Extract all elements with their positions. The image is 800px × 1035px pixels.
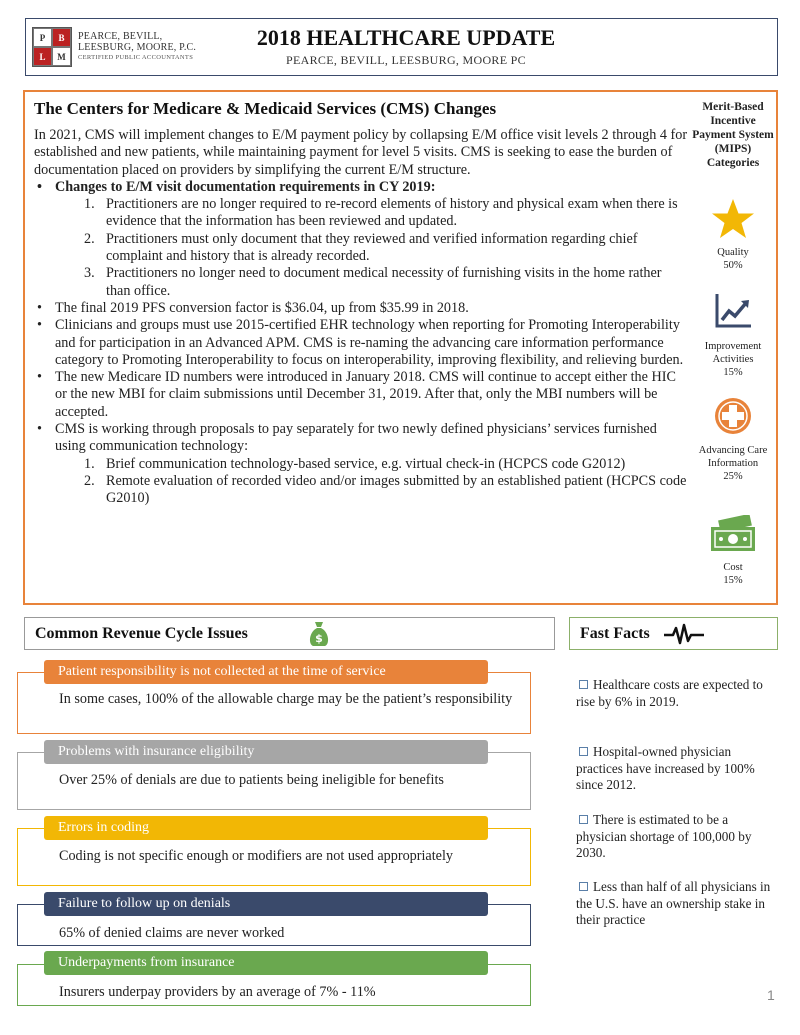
- fast-fact-text: Less than half of all physicians in the U.S. have an ownership stake in their practice: [576, 879, 771, 927]
- header-banner: [25, 18, 778, 76]
- issue-heading: Failure to follow up on denials: [44, 892, 488, 916]
- cms-body: [34, 127, 689, 508]
- issue-heading: Patient responsibility is not collected at the time of service: [44, 660, 488, 684]
- numbered-item-text: Brief communication technology-based service, e.g. virtual check-in (HCPCS code G2012): [106, 455, 626, 472]
- numbered-item-text: Remote evaluation of recorded video and/or images submitted by an established patient (HCPCS code G2010): [106, 472, 687, 507]
- bullet-item: • Clinicians and groups must use 2015-certified EHR technology when reporting for Promoting Interoperability and for participation in an Advanced APM. CMS is re-naming the advancing care information performance category to Promoting Interoperability to focus on interoperability, improving flexibility, and relieving burden.: [34, 317, 689, 369]
- logo-letter: B: [52, 28, 71, 47]
- mips-label: Cost: [723, 562, 743, 573]
- numbered-item: 1. Practitioners are no longer required to re-record elements of history and physical exam when there is evidence that the information has been reviewed and updated.: [84, 196, 678, 230]
- fast-fact-item: [576, 677, 772, 710]
- mips-category-quality: [689, 198, 777, 272]
- page-number: 1: [767, 987, 775, 1003]
- firm-logo: [32, 27, 196, 67]
- page-title: 2018 HEALTHCARE UPDATE: [256, 25, 556, 50]
- money-bag-icon: [307, 620, 331, 648]
- mips-sidebar: [689, 100, 777, 586]
- fast-fact-item: [576, 879, 772, 929]
- medical-cross-icon: [713, 396, 753, 436]
- logo-text: [78, 32, 196, 62]
- logo-mark: [32, 27, 72, 67]
- issue-heading: Errors in coding: [44, 816, 488, 840]
- fast-facts-header: [569, 617, 778, 650]
- heartbeat-icon: [664, 623, 704, 647]
- mips-percent: 50%: [723, 260, 743, 271]
- numbered-item: 1. Brief communication technology-based service, e.g. virtual check-in (HCPCS code G2012): [84, 455, 626, 472]
- issue-text: In some cases, 100% of the allowable charge may be the patient’s responsibility: [59, 691, 513, 707]
- mips-title: Merit-Based Incentive Payment System (MIPS) Categories: [692, 101, 774, 169]
- issue-text: Insurers underpay providers by an average of 7% - 11%: [59, 984, 376, 1000]
- issue-text: Over 25% of denials are due to patients being ineligible for benefits: [59, 772, 444, 788]
- mips-category-advancing-care: [689, 396, 777, 483]
- mips-label: Advancing Care Information: [698, 445, 768, 469]
- logo-name-line2: LEESBURG, MOORE, P.C.: [78, 41, 197, 53]
- issue-heading: Problems with insurance eligibility: [44, 740, 488, 764]
- issue-text: 65% of denied claims are never worked: [59, 925, 285, 941]
- logo-letter: P: [33, 28, 52, 47]
- numbered-item-text: Practitioners are no longer required to re-record elements of history and physical exam when there is evidence that the information has been reviewed and updated.: [106, 196, 678, 230]
- logo-name-line1: PEARCE, BEVILL,: [78, 31, 163, 43]
- mips-percent: 15%: [723, 575, 743, 586]
- bullet-item: • The new Medicare ID numbers were introduced in January 2018. CMS will continue to accept either the HIC or the new MBI for claim submissions until December 31, 2019. After that, only the MBI numbers will be accepted.: [34, 369, 689, 421]
- bullet-item: • The final 2019 PFS conversion factor is $36.04, up from $35.99 in 2018.: [34, 300, 689, 317]
- checkbox-bullet-icon: [579, 815, 588, 824]
- section-title: The Centers for Medicare & Medicaid Services (CMS) Changes: [34, 99, 497, 118]
- numbered-list: [34, 196, 689, 300]
- star-icon: [711, 198, 755, 240]
- logo-letter: L: [33, 47, 52, 66]
- numbered-item: 3. Practitioners no longer need to document medical necessity of furnishing visits in the home rather than office.: [84, 265, 662, 299]
- fast-fact-item: [576, 812, 772, 862]
- checkbox-bullet-icon: [579, 680, 588, 689]
- page-subtitle: PEARCE, BEVILL, LEESBURG, MOORE PC: [286, 53, 526, 67]
- cms-changes-section: [23, 90, 778, 605]
- mips-label: Quality: [717, 247, 749, 258]
- mips-percent: 15%: [723, 367, 743, 378]
- section-title: Fast Facts: [580, 625, 650, 642]
- cash-icon: [709, 515, 757, 553]
- svg-text:$: $: [315, 632, 323, 645]
- mips-category-improvement: [689, 292, 777, 379]
- numbered-item: 2. Remote evaluation of recorded video and/or images submitted by an established patient (HCPCS code G2010): [84, 472, 687, 507]
- checkbox-bullet-icon: [579, 747, 588, 756]
- revenue-cycle-header: [24, 617, 555, 650]
- logo-subtitle: CERTIFIED PUBLIC ACCOUNTANTS: [78, 54, 194, 62]
- mips-percent: 25%: [723, 471, 743, 482]
- fast-fact-text: Hospital-owned physician practices have increased by 100% since 2012.: [576, 744, 755, 792]
- cms-intro: In 2021, CMS will implement changes to E/M payment policy by collapsing E/M office visit levels 2 through 4 for established and new patients, while maintaining payment for level 5 visits. CMS is seeking to ease the burden of documentation placed on providers by simplifying the current E/M structure.: [34, 127, 688, 178]
- logo-letter: M: [52, 47, 71, 66]
- bullet-item: • Changes to E/M visit documentation requirements in CY 2019:: [34, 179, 689, 196]
- cms-bullet-list: [34, 179, 689, 508]
- fast-fact-text: Healthcare costs are expected to rise by 6% in 2019.: [576, 677, 763, 709]
- numbered-item-text: Practitioners no longer need to document medical necessity of furnishing visits in the home rather than office.: [106, 265, 662, 299]
- mips-label: Improvement Activities: [704, 341, 762, 365]
- fast-fact-text: There is estimated to be a physician shortage of 100,000 by 2030.: [576, 812, 752, 860]
- numbered-list-wrapper: [34, 456, 689, 508]
- issue-text: Coding is not specific enough or modifiers are not used appropriately: [59, 848, 454, 864]
- trend-chart-icon: [713, 292, 753, 330]
- numbered-item: 2. Practitioners must only document that they reviewed and verified information regarding chief complaint and history that is already recorded.: [84, 230, 638, 265]
- bullet-item: • CMS is working through proposals to pay separately for two newly defined physicians’ services furnished using communication technology:: [34, 421, 689, 456]
- numbered-list: [34, 456, 689, 508]
- issue-heading: Underpayments from insurance: [44, 951, 488, 975]
- numbered-list-wrapper: [34, 196, 689, 300]
- fast-fact-item: [576, 744, 772, 794]
- section-title: Common Revenue Cycle Issues: [35, 625, 248, 642]
- checkbox-bullet-icon: [579, 882, 588, 891]
- numbered-item-text: Practitioners must only document that they reviewed and verified information regarding chief complaint and history that is already recorded.: [106, 230, 638, 265]
- mips-category-cost: [689, 515, 777, 587]
